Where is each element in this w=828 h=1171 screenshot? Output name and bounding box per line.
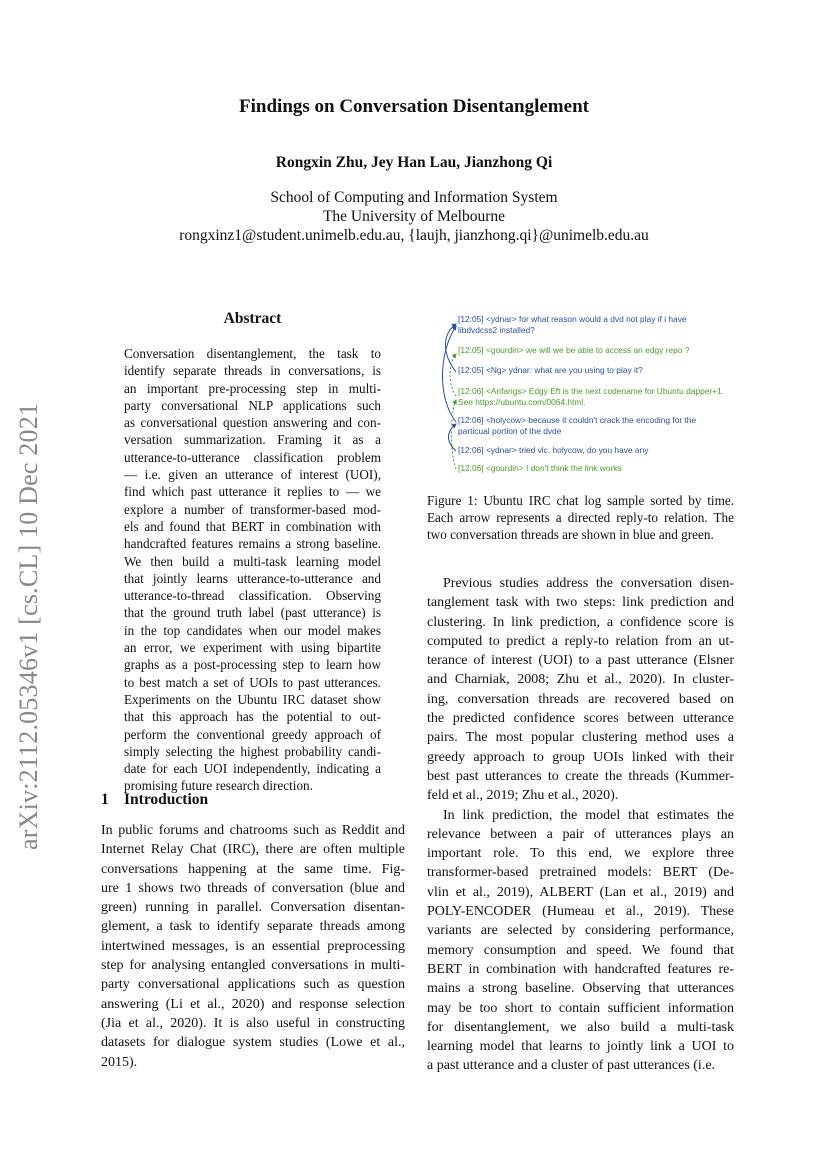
chat-message-green: See https://ubuntu.com/0064.html. bbox=[458, 397, 586, 407]
body-text-line: may be too short to contain sufficient information bbox=[427, 1000, 734, 1016]
abstract-line: graphs as a post-processing step to learn how bbox=[124, 657, 381, 673]
abstract-line: party conversational NLP applications such bbox=[124, 397, 381, 413]
body-text-line: computed to predict a reply-to relation from an ut- bbox=[427, 633, 734, 649]
chat-message-blue: [12:06] <ydnar> tried vlc. holycow, do you have any bbox=[458, 445, 649, 455]
body-text-line: party conversational applications such as question bbox=[101, 977, 405, 993]
body-text-line: intertwined messages, is an essential preprocessing bbox=[101, 938, 405, 954]
abstract-line: Experiments on the Ubuntu IRC dataset show bbox=[124, 691, 381, 707]
body-text-line: POLY-ENCODER (Humeau et al., 2019). These bbox=[427, 904, 734, 920]
body-text-line: answering (Li et al., 2020) and response selection bbox=[101, 996, 405, 1012]
abstract-line: that the ground truth label (past utterance) is bbox=[124, 605, 381, 621]
body-text-line: conversations happening at the same time. Fig- bbox=[101, 861, 405, 877]
caption-line: Each arrow represents a directed reply-to relation. The bbox=[427, 510, 734, 525]
chat-message-green: [12:06] <Anfangs> Edgy Eft is the next codename for Ubuntu dapper+1. bbox=[458, 386, 725, 396]
body-text-line: variants are selected by considering performance, bbox=[427, 923, 734, 939]
section-heading bbox=[101, 791, 208, 809]
intro-right-column bbox=[427, 574, 734, 1076]
abstract-heading: Abstract bbox=[223, 310, 282, 327]
body-text-line: Previous studies address the conversation disen- bbox=[443, 576, 734, 591]
figure-1-chat-log bbox=[436, 314, 746, 474]
abstract-body bbox=[124, 345, 381, 795]
body-text-line: In link prediction, the model that estimates the bbox=[443, 807, 734, 823]
chat-message-blue: [12:05] <Ng> ydnar: what are you using to play it? bbox=[458, 365, 643, 375]
abstract-line: Conversation disentanglement, the task to bbox=[124, 346, 381, 361]
body-text-line: best past utterances to create the threads (Kummer- bbox=[427, 768, 734, 784]
abstract-line: date for each UOI independently, indicating a bbox=[124, 761, 381, 777]
body-text-line: ing, conversation threads are recovered based on bbox=[427, 691, 734, 707]
body-text-line: for disentanglement, we also build a multi-task bbox=[427, 1019, 734, 1035]
caption-line: two conversation threads are shown in blue and green. bbox=[427, 527, 714, 542]
body-text-line: green) running in parallel. Conversation disentan- bbox=[101, 900, 405, 916]
author-list: Rongxin Zhu, Jey Han Lau, Jianzhong Qi bbox=[275, 154, 553, 171]
body-text-line: In public forums and chatrooms such as Reddit and bbox=[101, 823, 405, 838]
abstract-line: an important pre-processing step in multi- bbox=[124, 380, 381, 396]
abstract-line: explore a number of transformer-based mod- bbox=[124, 501, 381, 517]
body-text-line: relevance between a pair of utterances plays an bbox=[427, 826, 734, 842]
body-text-line: learning model that learns to jointly link a UOI to bbox=[427, 1039, 734, 1055]
body-text-line: feld et al., 2019; Zhu et al., 2020). bbox=[427, 788, 619, 804]
body-text-line: pairs. The most popular clustering method uses a bbox=[427, 730, 734, 746]
abstract-line: els and found that BERT in combination with bbox=[124, 518, 381, 534]
body-text-line: BERT in combination with handcrafted features re- bbox=[427, 961, 734, 977]
body-text-line: datasets for dialogue system studies (Lowe et al., bbox=[101, 1035, 405, 1051]
body-text-line: glement, a task to identify separate threads among bbox=[101, 919, 405, 935]
abstract-line: utterance-to-thread classification. Observing bbox=[124, 588, 381, 604]
body-text-line: important role. To this end, we explore three bbox=[427, 846, 734, 862]
abstract-line: — i.e. given an utterance of interest (UOI), bbox=[124, 467, 381, 483]
abstract-line: handcrafted features remains a strong baseline. bbox=[124, 536, 381, 552]
chat-message-green: [12:05] <gourdin> we will we be able to access an edgy repo ? bbox=[458, 345, 690, 355]
body-text-line: clustering. In link prediction, a confidence score is bbox=[427, 614, 734, 630]
body-text-line: 2015). bbox=[101, 1054, 138, 1070]
abstract-line: that this approach has the potential to out- bbox=[124, 709, 381, 725]
abstract-line: We then build a multi-task learning model bbox=[124, 553, 381, 569]
chat-message-blue: libdvdcss2 installed? bbox=[458, 325, 535, 335]
abstract-line: promising future research direction. bbox=[124, 778, 313, 794]
affiliation-emails: rongxinz1@student.unimelb.edu.au, {laujh, jianzhong.qi}@unimelb.edu.au bbox=[179, 227, 649, 244]
abstract-line: identify separate threads in conversations, is bbox=[124, 363, 381, 379]
blue-reply-arrow bbox=[449, 424, 457, 451]
intro-left-column bbox=[101, 821, 405, 1072]
chat-message-blue: [12:06] <holycow> because it couldn't crack the encoding for the bbox=[458, 415, 697, 425]
body-text-line: and Charniak, 2008; Zhu et al., 2020). In cluster- bbox=[427, 672, 734, 688]
section-number: 1 bbox=[101, 791, 109, 808]
body-text-line: (Jia et al., 2020). It is also useful in constructing bbox=[101, 1015, 405, 1031]
paper-title: Findings on Conversation Disentanglement bbox=[239, 96, 589, 117]
body-text-line: the predicted confidence scores between utterance bbox=[427, 711, 734, 727]
green-reply-arrow bbox=[452, 400, 457, 469]
section-title: Introduction bbox=[124, 791, 209, 808]
chat-message-blue: [12:05] <ydnar> for what reason would a dvd not play if i have bbox=[458, 314, 687, 324]
chat-message-blue: particual portion of the dvde bbox=[458, 426, 562, 436]
affiliation-university: The University of Melbourne bbox=[322, 208, 506, 225]
abstract-line: perform the conventional greedy approach of bbox=[124, 726, 381, 742]
abstract-line: versation summarization. Framing it as a bbox=[124, 432, 381, 448]
abstract-line: to best match a set of UOIs to past utterances. bbox=[124, 674, 381, 690]
body-text-line: vlin et al., 2019), ALBERT (Lan et al., 2019) and bbox=[427, 884, 734, 900]
body-text-line: Internet Relay Chat (IRC), there are often multiple bbox=[101, 842, 405, 858]
body-text-line: a past utterance and a cluster of past utterances (i.e. bbox=[427, 1058, 716, 1074]
abstract-line: find which past utterance it replies to — we bbox=[124, 484, 381, 500]
arxiv-watermark bbox=[14, 350, 54, 870]
chat-message-green: [12:06] <gourdin> I don't think the link works bbox=[458, 463, 622, 473]
abstract-line: utterance-to-utterance classification problem bbox=[124, 449, 381, 465]
body-text-line: step for analysing entangled conversations in multi- bbox=[101, 958, 405, 974]
affiliation-block bbox=[0, 188, 828, 245]
body-text-line: mains a strong baseline. Observing that utterances bbox=[427, 981, 734, 997]
body-text-line: transformer-based pretrained models: BERT (De- bbox=[427, 865, 734, 881]
green-reply-arrow bbox=[450, 354, 456, 396]
abstract-line: simply selecting the highest probability candi- bbox=[124, 743, 381, 759]
abstract-line: an error, we experiment with using bipartite bbox=[124, 640, 381, 656]
affiliation-school: School of Computing and Information System bbox=[270, 189, 558, 206]
abstract-line: that jointly learns utterance-to-utterance and bbox=[124, 570, 381, 586]
body-text-line: memory consumption and speed. We found that bbox=[427, 942, 734, 958]
figure-1-caption bbox=[427, 492, 734, 543]
caption-line: Figure 1: Ubuntu IRC chat log sample sorted by time. bbox=[427, 493, 734, 508]
body-text-line: tanglement task with two steps: link prediction and bbox=[427, 595, 734, 611]
body-text-line: greedy approach to group UOIs linked with their bbox=[427, 749, 734, 765]
body-text-line: ure 1 shows two threads of conversation (blue and bbox=[101, 880, 405, 896]
arxiv-id[interactable]: arXiv:2112.05346v1 [cs.CL] 10 Dec 2021 bbox=[14, 402, 43, 850]
body-text-line: terance of interest (UOI) to a past utterance (Elsner bbox=[427, 653, 734, 669]
abstract-line: in the top candidates when our model makes bbox=[124, 622, 381, 638]
abstract-line: as conversational question answering and con- bbox=[124, 415, 381, 431]
